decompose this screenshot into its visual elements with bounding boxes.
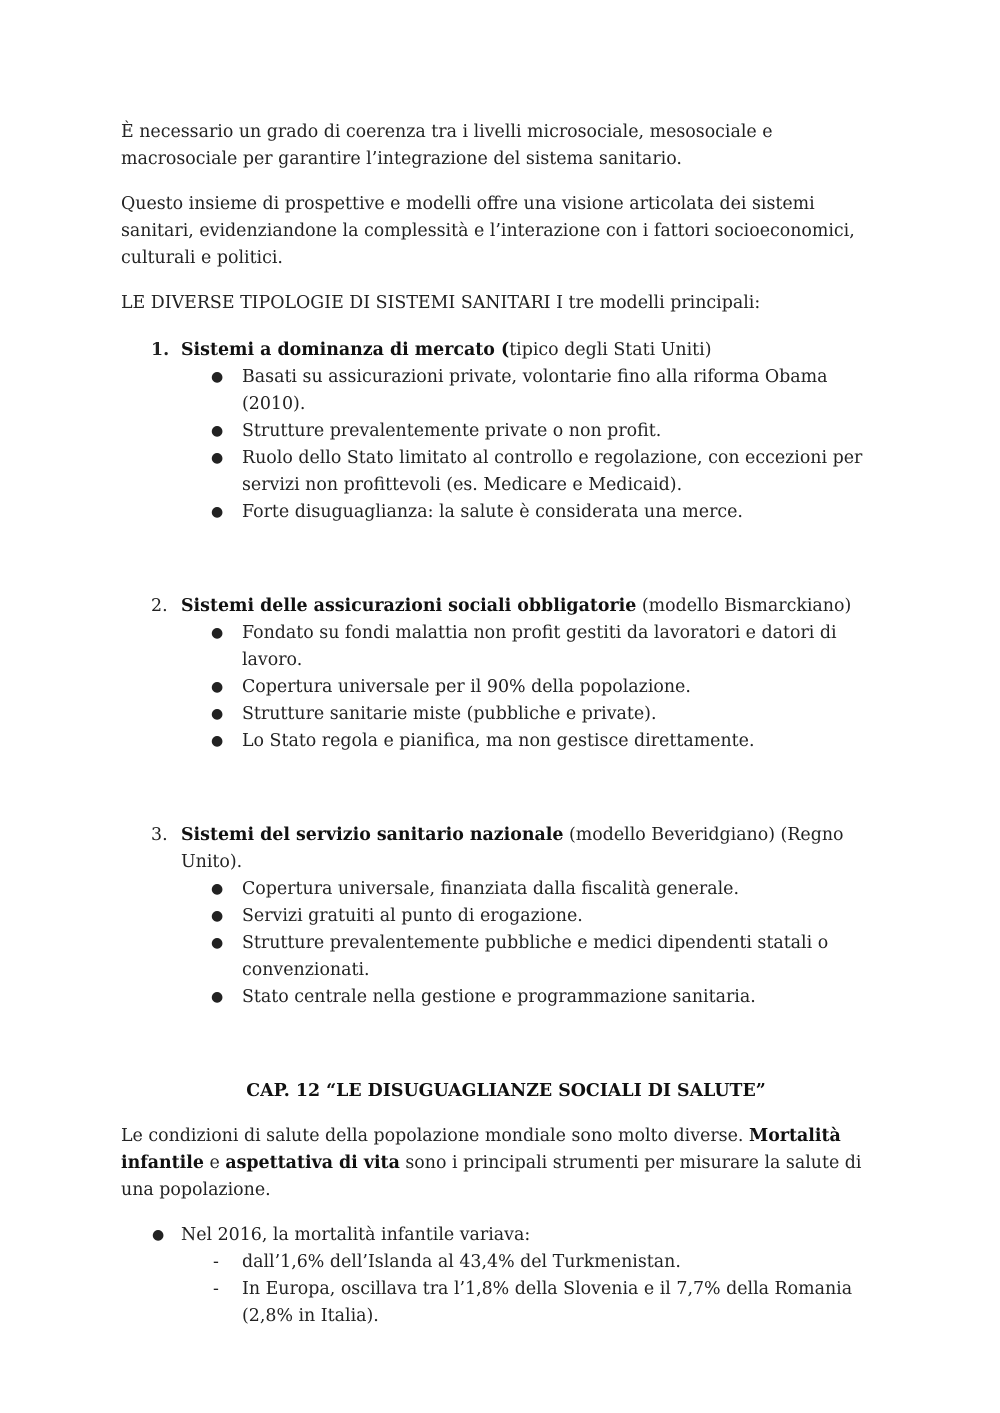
model-item-bismarck bbox=[121, 593, 891, 620]
list-number: 2. bbox=[151, 596, 168, 616]
list-number: 3. bbox=[151, 825, 168, 845]
list-item: ● Strutture prevalentemente private o non profit. bbox=[121, 418, 891, 445]
bullet-icon: ● bbox=[211, 881, 224, 897]
bullet-icon: ● bbox=[211, 423, 224, 439]
list-item: ● Strutture prevalentemente pubbliche e medici dipendenti statali o convenzionati. bbox=[121, 930, 891, 984]
bullet-icon: ● bbox=[211, 625, 224, 641]
list-item: ● Servizi gratuiti al punto di erogazione. bbox=[121, 903, 891, 930]
bullet-list-beveridge bbox=[121, 876, 891, 1011]
model-item-market bbox=[121, 337, 891, 364]
model-title: Sistemi del servizio sanitario nazionale bbox=[181, 825, 564, 845]
model-description: (modello Beveridgiano) (Regno Unito). bbox=[181, 825, 844, 872]
list-item: ● Forte disuguaglianza: la salute è considerata una merce. bbox=[121, 499, 891, 526]
dash-icon: - bbox=[213, 1252, 219, 1272]
list-item: - dall’1,6% dell’Islanda al 43,4% del Turkmenistan. bbox=[121, 1249, 891, 1276]
list-item: ● Copertura universale, finanziata dalla fiscalità generale. bbox=[121, 876, 891, 903]
paragraph-coherence: È necessario un grado di coerenza tra i livelli microsociale, mesosociale e macrosociale per garantire l’integrazione del sistema sanitario. bbox=[121, 122, 773, 169]
bullet-icon: ● bbox=[211, 504, 224, 520]
bullet-icon: ● bbox=[211, 935, 224, 951]
bullet-icon: ● bbox=[211, 989, 224, 1005]
bullet-icon: ● bbox=[211, 706, 224, 722]
list-item: ● Ruolo dello Stato limitato al controllo e regolazione, con eccezioni per servizi non profittevoli (es. Medicare e Medicaid). bbox=[121, 445, 891, 499]
bullet-icon: ● bbox=[152, 1227, 165, 1243]
bullet-icon: ● bbox=[211, 450, 224, 466]
model-title: Sistemi delle assicurazioni sociali obbligatorie bbox=[181, 596, 637, 616]
document-page bbox=[121, 119, 891, 1330]
list-item: ● Stato centrale nella gestione e programmazione sanitaria. bbox=[121, 984, 891, 1011]
list-item: ● Fondato su fondi malattia non profit gestiti da lavoratori e datori di lavoro. bbox=[121, 620, 891, 674]
model-item-beveridge bbox=[121, 822, 891, 876]
sub-list-mortality bbox=[121, 1249, 891, 1330]
list-item: ● Basati su assicurazioni private, volontarie fino alla riforma Obama (2010). bbox=[121, 364, 891, 418]
bullet-list-bismarck bbox=[121, 620, 891, 755]
bullet-icon: ● bbox=[211, 908, 224, 924]
list-item: ● Lo Stato regola e pianifica, ma non gestisce direttamente. bbox=[121, 728, 891, 755]
chapter-heading: CAP. 12 “LE DISUGUAGLIANZE SOCIALI DI SALUTE” bbox=[246, 1081, 766, 1101]
list-item: ● Strutture sanitarie miste (pubbliche e private). bbox=[121, 701, 891, 728]
paragraph-typologies-intro: LE DIVERSE TIPOLOGIE DI SISTEMI SANITARI I tre modelli principali: bbox=[121, 293, 761, 313]
bullet-icon: ● bbox=[211, 679, 224, 695]
list-item: ● Copertura universale per il 90% della popolazione. bbox=[121, 674, 891, 701]
model-title: Sistemi a dominanza di mercato ( bbox=[181, 340, 510, 360]
list-number: 1. bbox=[151, 340, 170, 360]
paragraph-health-conditions: Le condizioni di salute della popolazione mondiale sono molto diverse. Mortalità infantile e aspettativa di vita sono i principali strumenti per misurare la salute di una popolazione. bbox=[121, 1126, 862, 1200]
bullet-icon: ● bbox=[211, 369, 224, 385]
list-item-mortality: ● Nel 2016, la mortalità infantile variava: bbox=[121, 1222, 891, 1249]
dash-icon: - bbox=[213, 1279, 219, 1299]
model-description: (modello Bismarckiano) bbox=[636, 596, 852, 616]
paragraph-perspectives: Questo insieme di prospettive e modelli offre una visione articolata dei sistemi sanitari, evidenziandone la complessità e l’interazione con i fattori socioeconomici, culturali e politici. bbox=[121, 194, 855, 268]
bullet-list-market bbox=[121, 364, 891, 526]
bullet-icon: ● bbox=[211, 733, 224, 749]
model-description: tipico degli Stati Uniti) bbox=[509, 340, 712, 360]
list-item: - In Europa, oscillava tra l’1,8% della Slovenia e il 7,7% della Romania (2,8% in Italia). bbox=[121, 1276, 891, 1330]
